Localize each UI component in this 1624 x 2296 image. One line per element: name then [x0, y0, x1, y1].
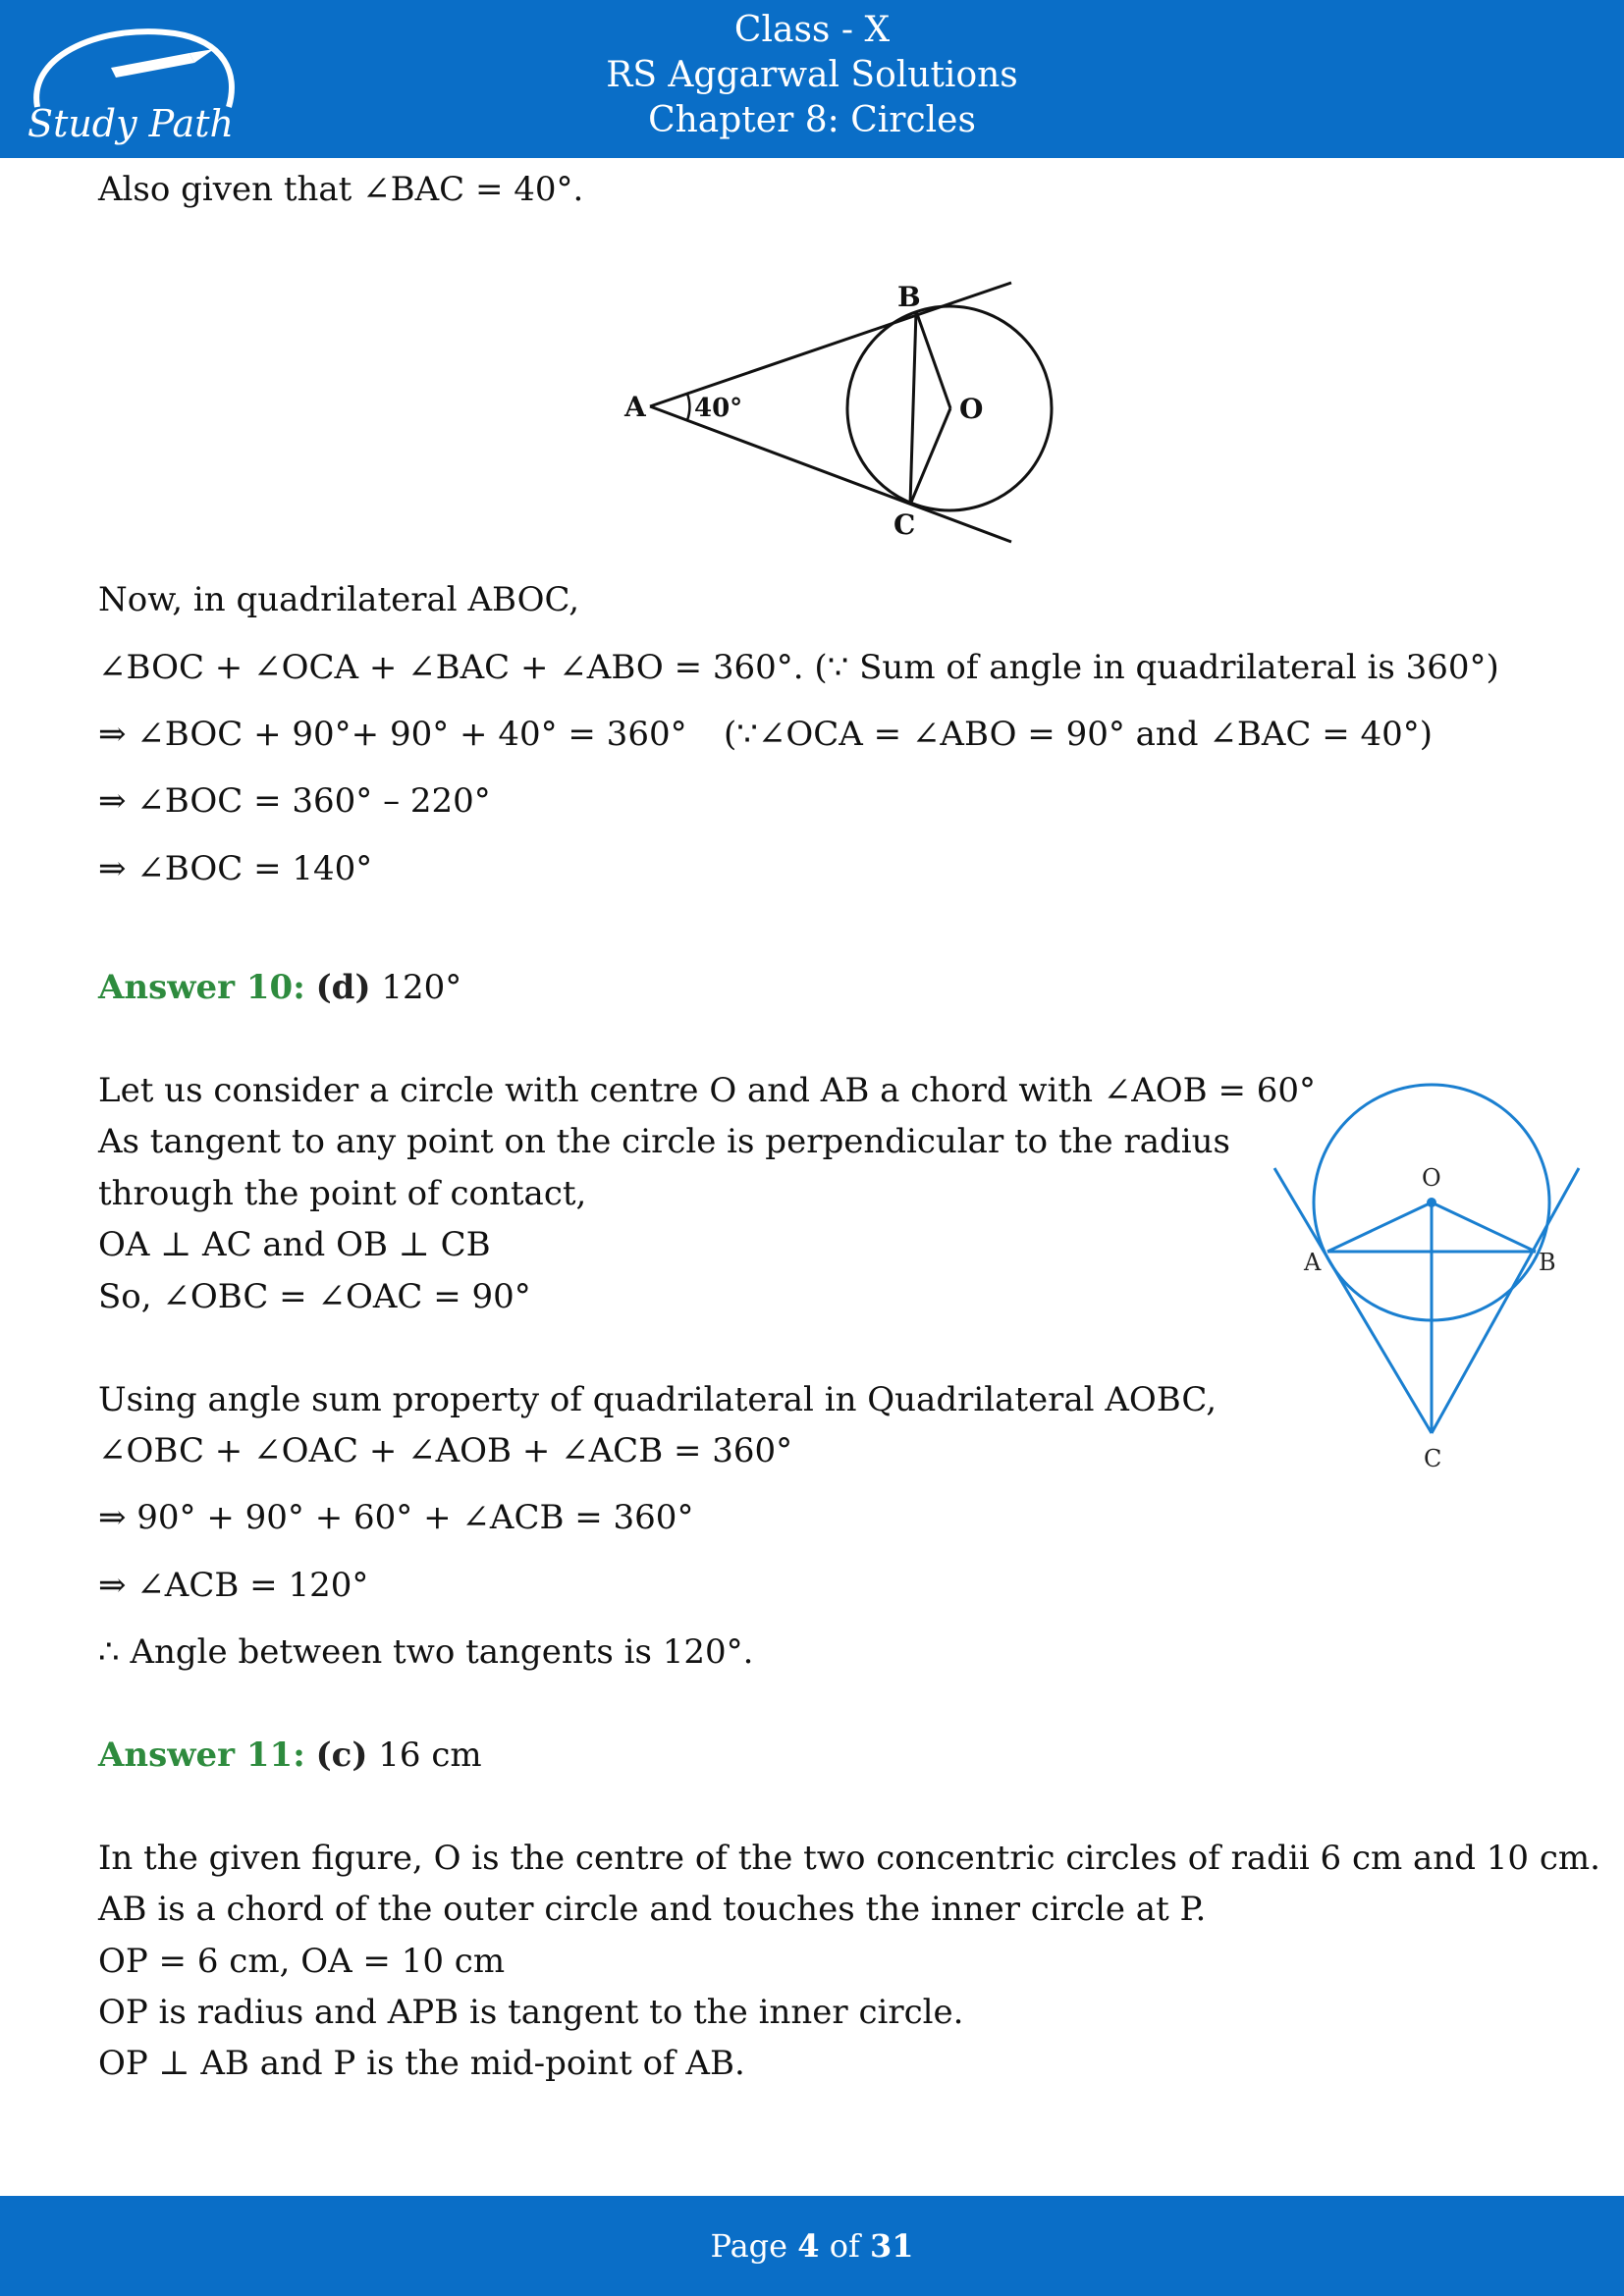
header-title [0, 8, 1624, 143]
text-line: AB is a chord of the outer circle and touches the inner circle at P. [98, 1890, 1207, 1929]
answer-label: Answer 11: [98, 1735, 305, 1775]
svg-text:Study Path: Study Path [27, 102, 234, 145]
page-current: 4 [797, 2227, 820, 2265]
page-total: 31 [869, 2227, 914, 2265]
text-line: OP ⊥ AB and P is the mid-point of AB. [98, 2044, 745, 2083]
text-line: ∠BOC + ∠OCA + ∠BAC + ∠ABO = 360°. (∵ Sum of angle in quadrilateral is 360°) [98, 648, 1499, 687]
answer-label: Answer 10: [98, 968, 305, 1007]
text-line: Let us consider a circle with centre O and AB a chord with ∠AOB = 60° [98, 1071, 1317, 1110]
text-line: ⇒ ∠BOC + 90°+ 90° + 40° = 360° [98, 715, 687, 754]
text-line: So, ∠OBC = ∠OAC = 90° [98, 1277, 531, 1316]
text-line-reason: (∵∠OCA = ∠ABO = 90° and ∠BAC = 40°) [724, 715, 1434, 754]
text-line: Also given that ∠BAC = 40°. [98, 170, 584, 209]
header-chapter: Chapter 8: Circles [648, 100, 976, 140]
page-header [0, 0, 1624, 158]
text-line: ∠OBC + ∠OAC + ∠AOB + ∠ACB = 360° [98, 1431, 793, 1470]
page-footer [0, 2196, 1624, 2296]
fig1-label-b: B [897, 281, 921, 313]
fig1-label-o: O [959, 393, 984, 425]
text-line: As tangent to any point on the circle is perpendicular to the radius [98, 1122, 1230, 1161]
figure-tangents-chord [1267, 1075, 1591, 1477]
answer-11-heading [98, 1734, 482, 1777]
text-line: In the given figure, O is the centre of the two concentric circles of radii 6 cm and 10 cm. [98, 1839, 1600, 1878]
figure-tangents-40 [609, 275, 1070, 560]
fig1-label-c: C [893, 508, 916, 541]
answer-value: 16 cm [378, 1735, 482, 1775]
fig2-label-b: B [1539, 1249, 1556, 1276]
answer-choice: (d) [315, 968, 371, 1007]
header-book: RS Aggarwal Solutions [606, 55, 1018, 95]
answer-10-heading [98, 966, 461, 1009]
text-line: Using angle sum property of quadrilateral in Quadrilateral AOBC, [98, 1380, 1217, 1419]
text-line: ⇒ ∠ACB = 120° [98, 1566, 369, 1605]
fig2-label-a: A [1304, 1249, 1322, 1276]
text-line: Now, in quadrilateral ABOC, [98, 580, 580, 619]
answer-value: 120° [381, 968, 462, 1007]
page-middle: of [819, 2227, 870, 2265]
fig2-label-o: O [1422, 1164, 1441, 1192]
fig2-label-c: C [1424, 1445, 1442, 1472]
fig1-label-a: A [624, 391, 646, 423]
text-line: OP is radius and APB is tangent to the inner circle. [98, 1993, 964, 2032]
page-prefix: Page [710, 2227, 798, 2265]
fig1-angle-label: 40° [694, 394, 743, 423]
text-line: OA ⊥ AC and OB ⊥ CB [98, 1225, 491, 1264]
text-line: ⇒ 90° + 90° + 60° + ∠ACB = 360° [98, 1498, 694, 1537]
text-line: ⇒ ∠BOC = 140° [98, 849, 373, 888]
answer-choice: (c) [315, 1735, 368, 1775]
text-line: OP = 6 cm, OA = 10 cm [98, 1942, 506, 1981]
text-line: through the point of contact, [98, 1174, 587, 1213]
text-line: ⇒ ∠BOC = 360° – 220° [98, 781, 491, 821]
text-line: ∴ Angle between two tangents is 120°. [98, 1632, 754, 1672]
header-class: Class - X [733, 10, 891, 50]
